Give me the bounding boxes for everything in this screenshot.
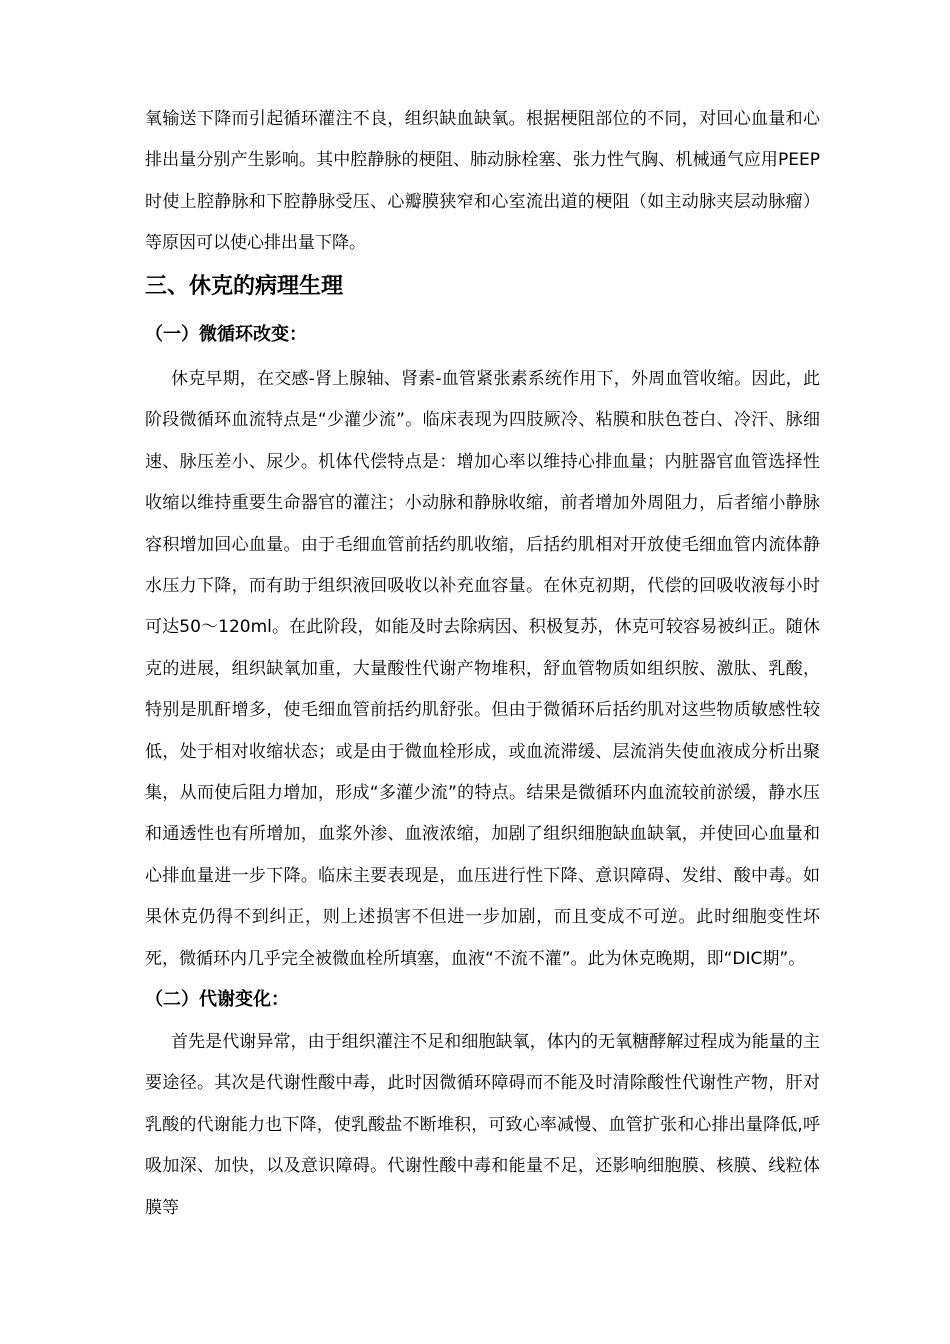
subsection-2-title: （二）代谢变化： — [145, 989, 289, 1010]
section-heading: 三、休克的病理生理 — [145, 274, 344, 299]
subsection-2-paragraph: 首先是代谢异常，由于组织灌注不足和细胞缺氧，体内的无氧糖酵解过程成为能量的主要途径。其次是代谢性酸中毒，此时因微循环障碍而不能及时清除酸性代谢性产物，肝对乳酸的代谢能力也下降，使乳酸盐不断堆积，可致心率减慢、血管扩张和心排出量降低,呼吸加深、加快，以及意识障碍。代谢性酸中毒和能量不足，还影响细胞膜、核膜、线粒体膜等 — [145, 1032, 820, 1218]
intro-paragraph: 氧输送下降而引起循环灌注不良，组织缺血缺氧。根据梗阻部位的不同，对回心血量和心排出量分别产生影响。其中腔静脉的梗阻、肺动脉栓塞、张力性气胸、机械通气应用PEEP时使上腔静脉和下腔静脉受压、心瓣膜狭窄和心室流出道的梗阻（如主动脉夹层动脉瘤）等原因可以使心排出量下降。 — [145, 109, 820, 254]
subsection-1-title: （一）微循环改变： — [145, 324, 307, 345]
subsection-1-paragraph: 休克早期，在交感-肾上腺轴、肾素-血管紧张素系统作用下，外周血管收缩。因此，此阶段微循环血流特点是“少灌少流”。临床表现为四肢厥冷、粘膜和肤色苍白、冷汗、脉细速、脉压差小、尿少。机体代偿特点是：增加心率以维持心排血量；内脏器官血管选择性收缩以维持重要生命器官的灌注；小动脉和静脉收缩，前者增加外周阻力，后者缩小静脉容积增加回心血量。由于毛细血管前括约肌收缩，后括约肌相对开放使毛细血管内流体静水压力下降，而有助于组织液回吸收以补充血容量。在休克初期，代偿的回吸收液每小时可达50～120ml。在此阶段，如能及时去除病因、积极复苏，休克可较容易被纠正。随休克的进展，组织缺氧加重，大量酸性代谢产物堆积，舒血管物质如组织胺、激肽、乳酸，特别是肌酐增多，使毛细血管前括约肌舒张。但由于微循环后括约肌对这些物质敏感性较低，处于相对收缩状态；或是由于微血栓形成，或血流滞缓、层流消失使血液成分析出聚集，从而使后阻力增加，形成“多灌少流”的特点。结果是微循环内血流较前淤缓，静水压和通透性也有所增加，血浆外渗、血液浓缩，加剧了组织细胞缺血缺氧，并使回心血量和心排血量进一步下降。临床主要表现是，血压进行性下降、意识障碍、发绀、酸中毒。如果休克仍得不到纠正，则上述损害不但进一步加剧，而且变成不可逆。此时细胞变性坏死，微循环内几乎完全被微血栓所填塞，血液“不流不灌”。此为休克晚期，即“DIC期”。 — [145, 369, 820, 969]
